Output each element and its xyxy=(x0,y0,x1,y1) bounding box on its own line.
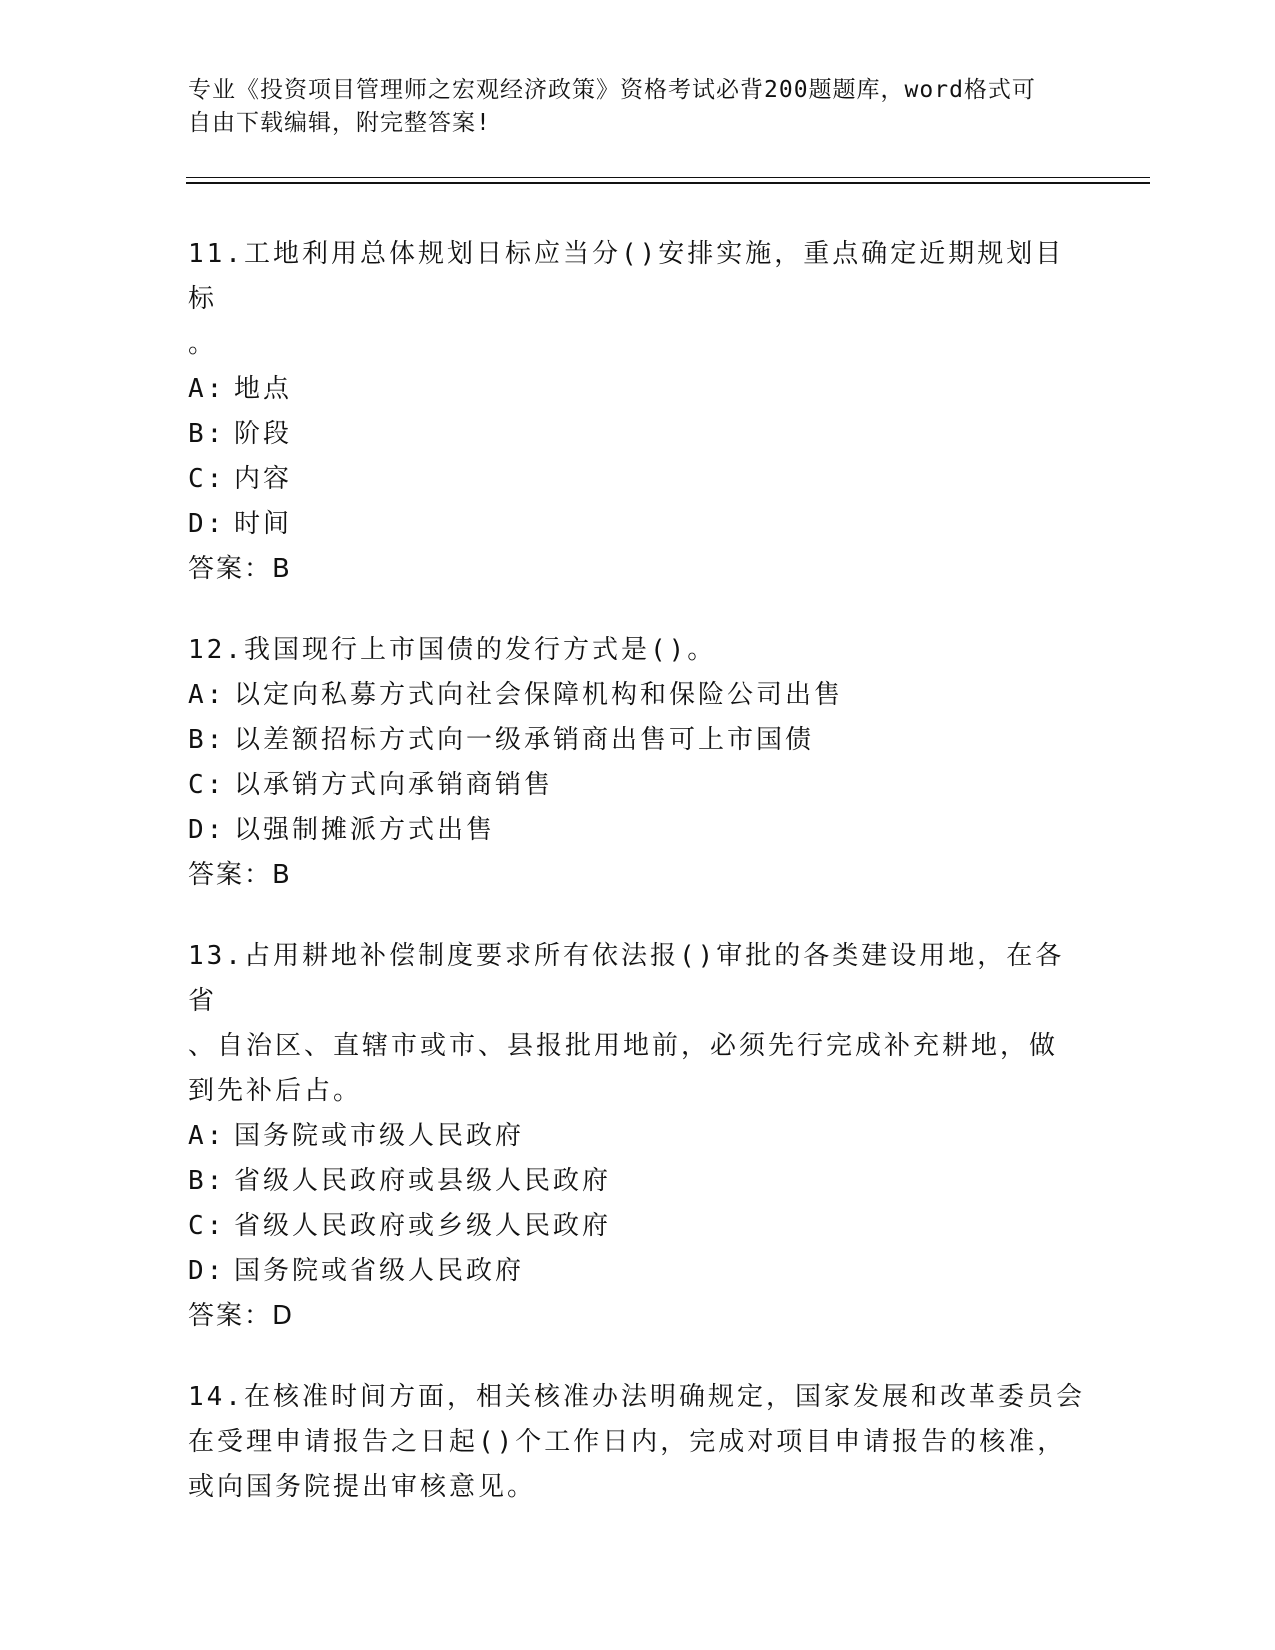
option-key: C: xyxy=(188,1211,226,1241)
header-line-1: 专业《投资项目管理师之宏观经济政策》资格考试必背200题题库，word格式可 xyxy=(188,77,1036,103)
option-a xyxy=(188,367,1088,412)
option-text: 省级人民政府或县级人民政府 xyxy=(234,1166,612,1196)
answer-line: 答案：B xyxy=(188,860,292,890)
answer-line: 答案：B xyxy=(188,554,292,584)
option-c xyxy=(188,1204,1088,1249)
question-stem-line: 。 xyxy=(188,329,218,359)
option-b xyxy=(188,1159,1088,1204)
option-key: D: xyxy=(188,1256,226,1286)
question-12 xyxy=(188,628,1088,898)
question-stem-line: 到先补后占。 xyxy=(188,1076,363,1106)
question-stem-line: 在受理申请报告之日起()个工作日内，完成对项目申请报告的核准， xyxy=(188,1427,1067,1457)
header-divider-thick xyxy=(186,182,1150,184)
option-c xyxy=(188,763,1088,808)
option-d xyxy=(188,808,1088,853)
option-text: 以强制摊派方式出售 xyxy=(234,815,496,845)
option-key: B: xyxy=(188,419,226,449)
option-key: D: xyxy=(188,509,226,539)
option-a xyxy=(188,1114,1088,1159)
option-key: C: xyxy=(188,464,226,494)
question-13 xyxy=(188,934,1088,1339)
option-c xyxy=(188,457,1088,502)
option-key: D: xyxy=(188,815,226,845)
document-header xyxy=(188,74,1068,140)
option-b xyxy=(188,718,1088,763)
option-text: 国务院或省级人民政府 xyxy=(234,1256,525,1286)
question-stem-line: 14.在核准时间方面，相关核准办法明确规定，国家发展和改革委员会 xyxy=(188,1382,1085,1412)
header-divider-thin xyxy=(186,177,1150,178)
question-stem-line: 、自治区、直辖市或市、县报批用地前，必须先行完成补充耕地，做 xyxy=(188,1031,1059,1061)
question-stem-line: 或向国务院提出审核意见。 xyxy=(188,1472,537,1502)
option-key: B: xyxy=(188,725,226,755)
option-text: 以承销方式向承销商销售 xyxy=(234,770,554,800)
option-text: 时间 xyxy=(234,509,293,539)
question-11 xyxy=(188,232,1088,592)
option-text: 省级人民政府或乡级人民政府 xyxy=(234,1211,612,1241)
option-d xyxy=(188,1249,1088,1294)
question-list xyxy=(188,232,1088,1546)
header-line-2: 自由下载编辑，附完整答案! xyxy=(188,110,491,136)
option-text: 地点 xyxy=(234,374,293,404)
option-text: 国务院或市级人民政府 xyxy=(234,1121,525,1151)
option-a xyxy=(188,673,1088,718)
question-stem-line: 12.我国现行上市国债的发行方式是()。 xyxy=(188,635,717,665)
question-stem-line: 11.工地利用总体规划日标应当分()安排实施，重点确定近期规划目标 xyxy=(188,239,1065,314)
option-text: 以差额招标方式向一级承销商出售可上市国债 xyxy=(234,725,815,755)
option-key: A: xyxy=(188,680,226,710)
option-key: C: xyxy=(188,770,226,800)
option-text: 阶段 xyxy=(234,419,293,449)
question-stem-line: 13.占用耕地补偿制度要求所有依法报()审批的各类建设用地，在各省 xyxy=(188,941,1065,1016)
option-text: 以定向私募方式向社会保障机构和保险公司出售 xyxy=(234,680,844,710)
option-key: A: xyxy=(188,1121,226,1151)
question-14 xyxy=(188,1375,1088,1510)
option-text: 内容 xyxy=(234,464,293,494)
answer-line: 答案：D xyxy=(188,1301,295,1331)
option-key: A: xyxy=(188,374,226,404)
option-key: B: xyxy=(188,1166,226,1196)
option-b xyxy=(188,412,1088,457)
option-d xyxy=(188,502,1088,547)
